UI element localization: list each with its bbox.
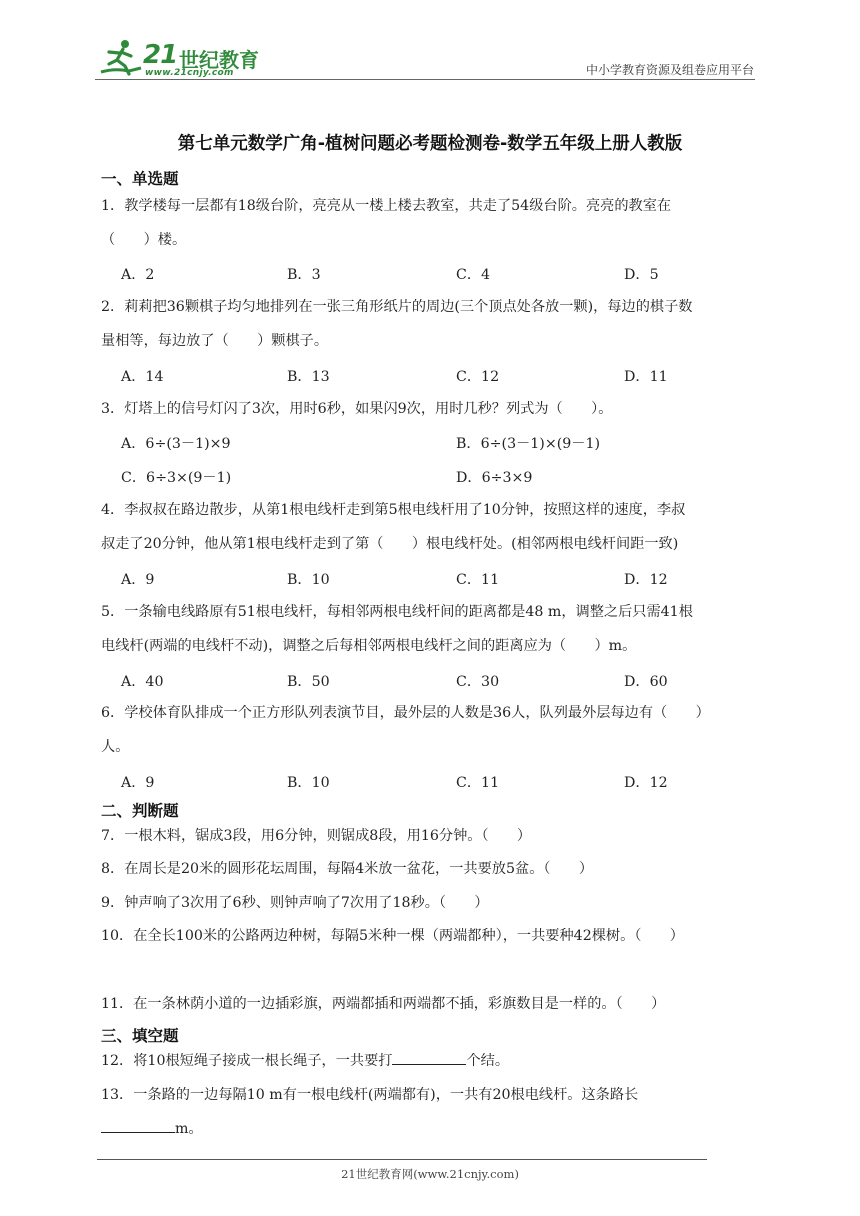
question-12 — [101, 1045, 761, 1079]
question-13 — [101, 1079, 761, 1146]
option-b: B．10 — [287, 572, 330, 588]
question-text: （ ）楼。 — [101, 231, 187, 248]
question-2 — [101, 291, 761, 358]
answer-blank[interactable] — [101, 1118, 175, 1133]
footer-source: 21世纪教育网(www.21cnjy.com) — [341, 1167, 519, 1181]
option-a: A．2 — [121, 267, 155, 283]
question-text: 11．在一条林荫小道的一边插彩旗，两端都插和两端都不插，彩旗数目是一样的。（ ） — [101, 996, 666, 1012]
runner-logo-icon — [95, 38, 147, 78]
question-text: 8．在周长是20米的圆形花坛周围，每隔4米放一盆花，一共要放5盆。（ ） — [101, 861, 594, 877]
option-d: D．5 — [624, 267, 659, 283]
question-text: 1．教学楼每一层都有18级台阶，亮亮从一楼上楼去教室，共走了54级台阶。亮亮的教室在 — [101, 198, 672, 214]
option-c: C．6÷3×(9－1) — [121, 470, 232, 486]
logo-text: 世纪教育 — [179, 48, 259, 72]
logo-number: 21 — [143, 40, 178, 70]
option-c: C．4 — [456, 267, 491, 283]
question-5 — [101, 596, 761, 663]
option-b: B．50 — [287, 674, 330, 690]
option-d: D．6÷3×9 — [456, 470, 533, 486]
question-text: m。 — [175, 1120, 203, 1137]
option-a: A．40 — [121, 674, 164, 690]
option-d: D．60 — [624, 674, 668, 690]
question-text: 个结。 — [466, 1053, 510, 1069]
footer-divider — [97, 1159, 707, 1160]
platform-label: 中小学教育资源及组卷应用平台 — [585, 63, 754, 77]
option-d: D．12 — [624, 572, 668, 588]
section-heading-true-false: 二、判断题 — [101, 802, 179, 820]
question-6 — [101, 697, 761, 764]
option-c: C．12 — [456, 369, 500, 385]
section-heading-single-choice: 一、单选题 — [101, 170, 179, 188]
question-text: 人。 — [101, 738, 130, 755]
question-4 — [101, 494, 761, 561]
option-a: A．14 — [121, 369, 164, 385]
option-d: D．11 — [624, 369, 668, 385]
option-b: B．10 — [287, 775, 330, 791]
question-text: 2．莉莉把36颗棋子均匀地排列在一张三角形纸片的周边(三个顶点处各放一颗)，每边的棋子数 — [101, 299, 693, 315]
question-9 — [101, 887, 761, 921]
section-heading-fill-blank: 三、填空题 — [101, 1027, 179, 1045]
option-a: A．9 — [121, 572, 155, 588]
option-a: A．9 — [121, 775, 155, 791]
question-text: 7．一根木料，锯成3段，用6分钟，则锯成8段，用16分钟。（ ） — [101, 828, 532, 844]
question-text: 3．灯塔上的信号灯闪了3次，用时6秒，如果闪9次，用时几秒？列式为（ ）。 — [101, 401, 613, 417]
question-11 — [101, 988, 761, 1022]
option-b: B．6÷(3－1)×(9－1) — [456, 436, 601, 452]
question-text: 12．将10根短绳子接成一根长绳子，一共要打 — [101, 1053, 393, 1069]
header-divider — [95, 79, 755, 80]
site-logo — [95, 38, 270, 84]
question-text: 9．钟声响了3次用了6秒、则钟声响了7次用了18秒。（ ） — [101, 895, 489, 911]
question-text: 13．一条路的一边每隔10 m有一根电线杆(两端都有)，一共有20根电线杆。这条路长 — [101, 1087, 639, 1103]
question-text: 10．在全长100米的公路两边种树，每隔5米种一棵（两端都种），一共要种42棵树。（ ） — [101, 928, 684, 944]
question-text: 叔走了20分钟，他从第1根电线杆走到了第（ ）根电线杆处。(相邻两根电线杆间距一致) — [101, 535, 679, 552]
question-10 — [101, 920, 761, 954]
question-8 — [101, 853, 761, 887]
option-c: C．30 — [456, 674, 500, 690]
option-d: D．12 — [624, 775, 668, 791]
question-text: 量相等，每边放了（ ）颗棋子。 — [101, 332, 329, 349]
option-c: C．11 — [456, 775, 500, 791]
question-text: 电线杆(两端的电线杆不动)，调整之后每相邻两根电线杆之间的距离应为（ ）m。 — [101, 637, 637, 654]
question-text: 4．李叔叔在路边散步，从第1根电线杆走到第5根电线杆用了10分钟，按照这样的速度，李叔 — [101, 502, 686, 518]
question-text: 5．一条输电线路原有51根电线杆，每相邻两根电线杆间的距离都是48 m，调整之后只需41根 — [101, 604, 693, 620]
logo-url: www.21cnjy.com — [145, 68, 234, 78]
question-1 — [101, 190, 761, 257]
option-b: B．13 — [287, 369, 330, 385]
question-3 — [101, 393, 761, 427]
option-a: A．6÷(3－1)×9 — [121, 436, 231, 452]
option-b: B．3 — [287, 267, 321, 283]
answer-blank[interactable] — [392, 1050, 466, 1065]
option-c: C．11 — [456, 572, 500, 588]
question-text: 6．学校体育队排成一个正方形队列表演节目，最外层的人数是36人，队列最外层每边有（ ） — [101, 705, 710, 721]
page-title: 第七单元数学广角-植树问题必考题检测卷-数学五年级上册人教版 — [177, 134, 683, 154]
question-7 — [101, 820, 761, 854]
